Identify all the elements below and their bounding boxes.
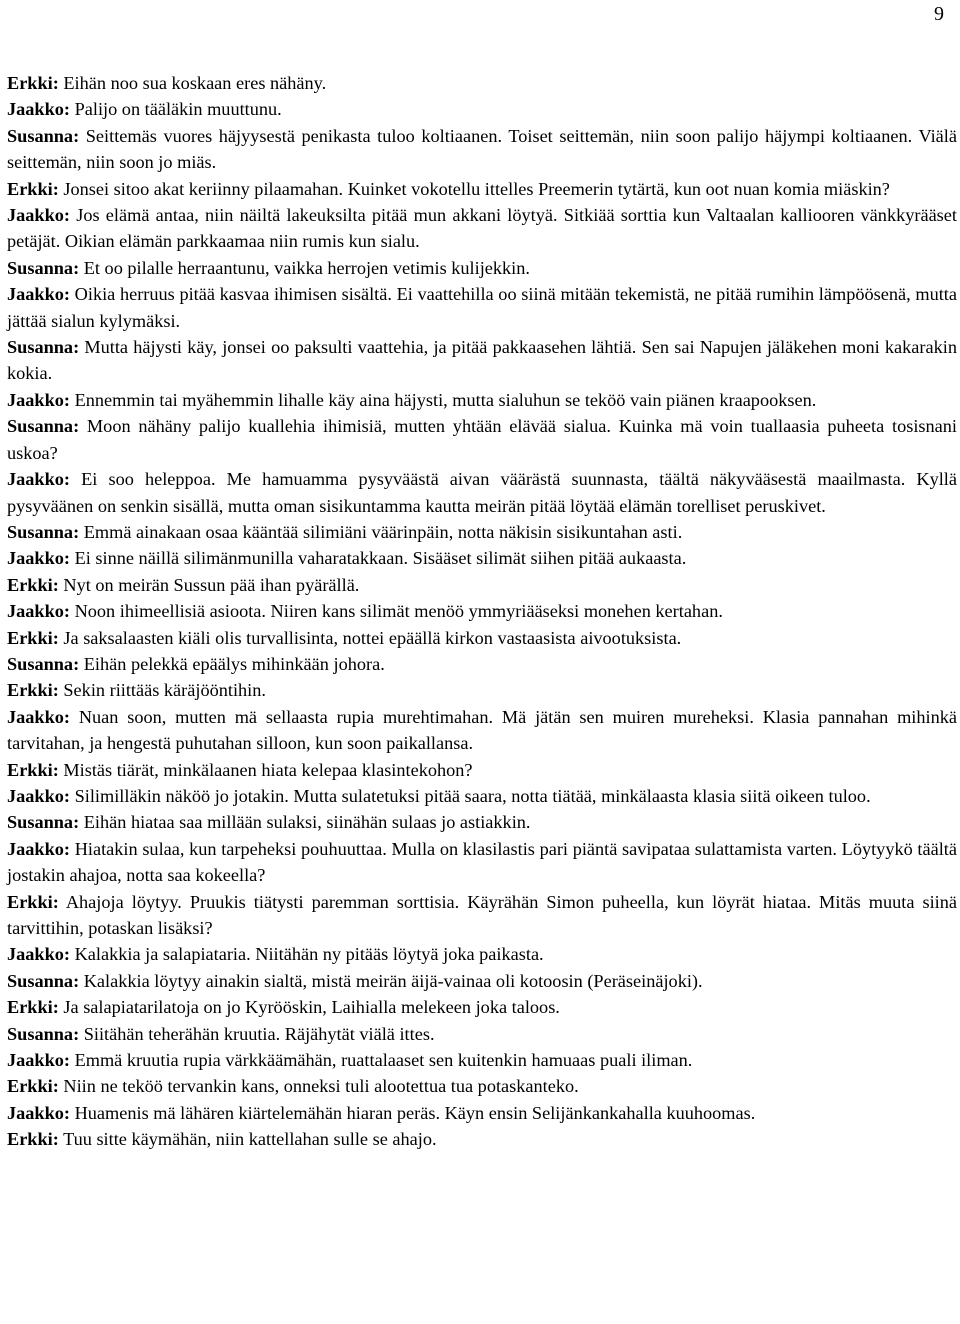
line-text: Seittemäs vuores häjyysestä penikasta tuloo koltiaanen. Toiset seittemän, niin soon palijo häjympi koltiaanen. Viälä seittemän, niin soon jo miäs. [7,125,957,173]
dialogue-line [7,1021,957,1047]
speaker-name: Erkki: [7,574,59,595]
dialogue-line [7,625,957,651]
speaker-name: Jaakko: [7,838,70,859]
speaker-name: Jaakko: [7,785,70,806]
line-text: Ei soo heleppoa. Me hamuamma pysyväästä aivan väärästä suunnasta, täältä näkyvääsestä maailmasta. Kyllä pysyväänen on senkin sisällä, mutta oman sisikuntamma kautta meirän pitää löytää elämän torelliset peruskivet. [7,469,957,516]
dialogue-body [7,70,957,1153]
speaker-name: Jaakko: [7,469,70,490]
speaker-name: Jaakko: [7,284,70,305]
line-text: Ja saksalaasten kiäli olis turvallisinta, nottei epäällä kirkon vastaasista aivootuksista. [63,627,682,648]
dialogue-line [7,1126,957,1152]
dialogue-line [7,545,957,571]
line-text: Niin ne teköö tervankin kans, onneksi tuli alootettua tua potaskanteko. [63,1076,579,1097]
dialogue-line [7,123,957,176]
line-text: Et oo pilalle herraantunu, vaikka herrojen vetimis kulijekkin. [83,257,530,278]
line-text: Emmä ainakaan osaa kääntää silimiäni väärinpäin, notta näkisin sisikuntahan asti. [83,521,683,542]
speaker-name: Jaakko: [7,389,70,410]
speaker-name: Erkki: [7,1076,59,1097]
dialogue-line [7,281,957,334]
speaker-name: Susanna: [7,653,80,674]
dialogue-line [7,783,957,809]
speaker-name: Susanna: [7,521,80,542]
dialogue-line [7,96,957,122]
speaker-name: Erkki: [7,73,59,93]
speaker-name: Susanna: [7,337,80,358]
line-text: Nuan soon, mutten mä sellaasta rupia murehtimahan. Mä jätän sen muiren mureheksi. Klasia pannahan mihinkä tarvitahan, ja hengestä puhutahan silloon, kun soon paikallansa. [7,706,957,754]
line-text: Hiatakin sulaa, kun tarpeheksi pouhuuttaa. Mulla on klasilastis pari piäntä savipataa sulattamista varten. Löytyykö täältä jostakin ahajoa, notta saa kokeella? [7,838,958,886]
dialogue-line [7,651,957,677]
speaker-name: Jaakko: [7,548,70,569]
line-text: Nyt on meirän Sussun pää ihan pyärällä. [63,574,360,595]
dialogue-line [7,334,957,387]
dialogue-line [7,994,957,1020]
line-text: Eihän pelekkä epäälys mihinkään johora. [83,653,385,674]
speaker-name: Jaakko: [7,706,70,727]
dialogue-line [7,202,957,255]
dialogue-line [7,598,957,624]
line-text: Kalakkia löytyy ainakin sialtä, mistä meirän äijä-vainaa oli kotoosin (Peräseinäjoki). [83,970,703,991]
page-number: 9 [934,3,944,25]
line-text: Moon nähäny palijo kuallehia ihimisiä, mutten yhtään elävää sialua. Kuinka mä voin tuallaasia puheeta tosisnani uskoa? [7,416,957,463]
dialogue-line [7,757,957,783]
speaker-name: Jaakko: [7,601,70,622]
speaker-name: Susanna: [7,1023,80,1044]
line-text: Siitähän teherähän kruutia. Räjähytät viälä ittes. [83,1023,435,1044]
dialogue-line [7,387,957,413]
speaker-name: Susanna: [7,125,80,146]
dialogue-line [7,1100,957,1126]
dialogue-line [7,413,957,466]
dialogue-line [7,70,957,96]
line-text: Palijo on tääläkin muuttunu. [74,99,282,120]
line-text: Kalakkia ja salapiataria. Niitähän ny pitääs löytyä joka paikasta. [74,944,544,965]
dialogue-line [7,836,957,889]
speaker-name: Susanna: [7,812,80,833]
speaker-name: Susanna: [7,257,80,278]
speaker-name: Jaakko: [7,944,70,965]
speaker-name: Erkki: [7,891,59,912]
line-text: Eihän hiataa saa millään sulaksi, siinähän sulaas jo astiakkin. [83,812,531,833]
dialogue-line [7,519,957,545]
line-text: Ei sinne näillä silimänmunilla vaharatakkaan. Sisääset silimät siihen pitää aukaasta. [74,548,687,569]
speaker-name: Susanna: [7,970,80,991]
speaker-name: Jaakko: [7,1050,70,1071]
dialogue-line [7,889,957,942]
dialogue-line [7,176,957,202]
speaker-name: Erkki: [7,1129,59,1150]
line-text: Tuu sitte käymähän, niin kattellahan sulle se ahajo. [63,1129,437,1150]
line-text: Mutta häjysti käy, jonsei oo paksulti vaattehia, ja pitää pakkaasehen lähtiä. Sen sai Napujen jäläkehen moni kakarakin kokia. [7,337,957,384]
dialogue-line [7,1073,957,1099]
dialogue-line [7,704,957,757]
line-text: Ja salapiatarilatoja on jo Kyrööskin, Laihialla melekeen joka taloos. [63,997,560,1018]
dialogue-line [7,677,957,703]
speaker-name: Erkki: [7,997,59,1018]
dialogue-line [7,572,957,598]
dialogue-line [7,941,957,967]
line-text: Eihän noo sua koskaan eres nähäny. [63,73,327,93]
line-text: Mistäs tiärät, minkälaanen hiata kelepaa klasintekohon? [63,759,473,780]
speaker-name: Jaakko: [7,99,70,120]
line-text: Huamenis mä lähären kiärtelemähän hiaran peräs. Käyn ensin Selijänkankahalla kuuhoomas. [74,1102,756,1123]
dialogue-line [7,466,957,519]
dialogue-line [7,968,957,994]
line-text: Oikia herruus pitää kasvaa ihimisen sisältä. Ei vaattehilla oo siinä mitään tekemistä, ne pitää rumihin lämpöösenä, mutta jättää sialun kylymäksi. [7,284,957,331]
line-text: Ennemmin tai myähemmin lihalle käy aina häjysti, mutta sialuhun se teköö vain piänen kraapooksen. [74,389,817,410]
line-text: Ahajoja löytyy. Pruukis tiätysti paremman sorttisia. Käyrähän Simon puheella, kun löyrät hiataa. Mitäs muuta siinä tarvittihin, potaskan lisäksi? [7,891,957,938]
speaker-name: Erkki: [7,178,59,199]
line-text: Jos elämä antaa, niin näiltä lakeuksilta pitää mun akkani löytyä. Sitkiää sorttia kun Valtaalan kalliooren vänkkyrääset petäjät. Oikian elämän parkkaamaa niin rumis kun sialu. [7,205,957,252]
speaker-name: Jaakko: [7,205,70,226]
speaker-name: Erkki: [7,680,59,701]
dialogue-line [7,255,957,281]
speaker-name: Erkki: [7,759,59,780]
dialogue-line [7,809,957,835]
line-text: Emmä kruutia rupia värkkäämähän, ruattalaaset sen kuitenkin hamuaas puali iliman. [74,1050,693,1071]
line-text: Silimilläkin näköö jo jotakin. Mutta sulatetuksi pitää saara, notta tiätää, minkälaasta klasia siitä oikeen tuloo. [74,785,871,806]
line-text: Noon ihimeellisiä asioota. Niiren kans silimät menöö ymmyriääseksi monehen kertahan. [74,601,723,622]
speaker-name: Erkki: [7,627,59,648]
line-text: Sekin riittääs käräjööntihin. [63,680,266,701]
speaker-name: Jaakko: [7,1102,70,1123]
dialogue-line [7,1047,957,1073]
speaker-name: Susanna: [7,416,80,437]
line-text: Jonsei sitoo akat keriinny pilaamahan. Kuinket vokotellu ittelles Preemerin tytärtä, kun oot nuan komia miäskin? [63,178,890,199]
